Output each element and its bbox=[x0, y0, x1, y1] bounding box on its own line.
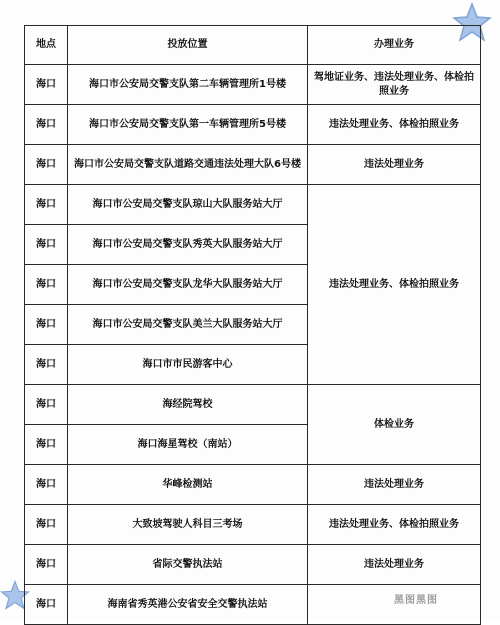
cell-business: 体检业务 bbox=[308, 385, 481, 465]
cell-location: 海口 bbox=[25, 225, 68, 265]
cell-position: 省际交警执法站 bbox=[68, 545, 308, 585]
cell-position: 海口市市民游客中心 bbox=[68, 345, 308, 385]
table-row bbox=[25, 545, 481, 585]
cell-location: 海口 bbox=[25, 265, 68, 305]
cell-position: 海口市公安局交警支队道路交通违法处理大队6号楼 bbox=[68, 145, 308, 185]
cell-business: 违法处理业务 bbox=[308, 145, 481, 185]
cell-location: 海口 bbox=[25, 425, 68, 465]
table-row bbox=[25, 145, 481, 185]
cell-location: 海口 bbox=[25, 505, 68, 545]
header-location: 地点 bbox=[25, 26, 68, 65]
cell-business: 驾地证业务、违法处理业务、体检拍照业务 bbox=[308, 65, 481, 105]
cell-location: 海口 bbox=[25, 305, 68, 345]
cell-business: 违法处理业务 bbox=[308, 545, 481, 585]
cell-position: 海口市公安局交警支队第一车辆管理所5号楼 bbox=[68, 105, 308, 145]
cell-location: 海口 bbox=[25, 385, 68, 425]
cell-business: 违法处理业务、体检拍照业务 bbox=[308, 505, 481, 545]
table-row bbox=[25, 65, 481, 105]
cell-location: 海口 bbox=[25, 185, 68, 225]
cell-position: 海口海星驾校（南站） bbox=[68, 425, 308, 465]
cell-location: 海口 bbox=[25, 585, 68, 625]
location-table bbox=[24, 25, 481, 625]
watermark-text: 黑图黑图 bbox=[394, 595, 438, 606]
cell-business: 违法处理业务 bbox=[308, 465, 481, 505]
table-body bbox=[25, 65, 481, 625]
table-row bbox=[25, 385, 481, 425]
cell-location: 海口 bbox=[25, 465, 68, 505]
cell-business: 违法处理业务、体检拍照业务 bbox=[308, 105, 481, 145]
table-row bbox=[25, 505, 481, 545]
header-position: 投放位置 bbox=[68, 26, 308, 65]
table-row bbox=[25, 465, 481, 505]
cell-position: 海口市公安局交警支队第二车辆管理所1号楼 bbox=[68, 65, 308, 105]
cell-position: 海口市公安局交警支队琼山大队服务站大厅 bbox=[68, 185, 308, 225]
cell-position: 华峰检测站 bbox=[68, 465, 308, 505]
cell-position: 大致坡驾驶人科目三考场 bbox=[68, 505, 308, 545]
cell-location: 海口 bbox=[25, 345, 68, 385]
table-row bbox=[25, 185, 481, 225]
cell-position: 海口市公安局交警支队秀英大队服务站大厅 bbox=[68, 225, 308, 265]
cell-location: 海口 bbox=[25, 545, 68, 585]
cell-location: 海口 bbox=[25, 65, 68, 105]
table-header-row bbox=[25, 26, 481, 65]
cell-position: 海经院驾校 bbox=[68, 385, 308, 425]
cell-position: 海口市公安局交警支队美兰大队服务站大厅 bbox=[68, 305, 308, 345]
cell-position: 海口市公安局交警支队龙华大队服务站大厅 bbox=[68, 265, 308, 305]
cell-business: 违法处理业务、体检拍照业务 bbox=[308, 185, 481, 385]
cell-location: 海口 bbox=[25, 105, 68, 145]
header-business: 办理业务 bbox=[308, 26, 481, 65]
table-row bbox=[25, 105, 481, 145]
cell-location: 海口 bbox=[25, 145, 68, 185]
cell-position: 海南省秀英港公安省安全交警执法站 bbox=[68, 585, 308, 625]
